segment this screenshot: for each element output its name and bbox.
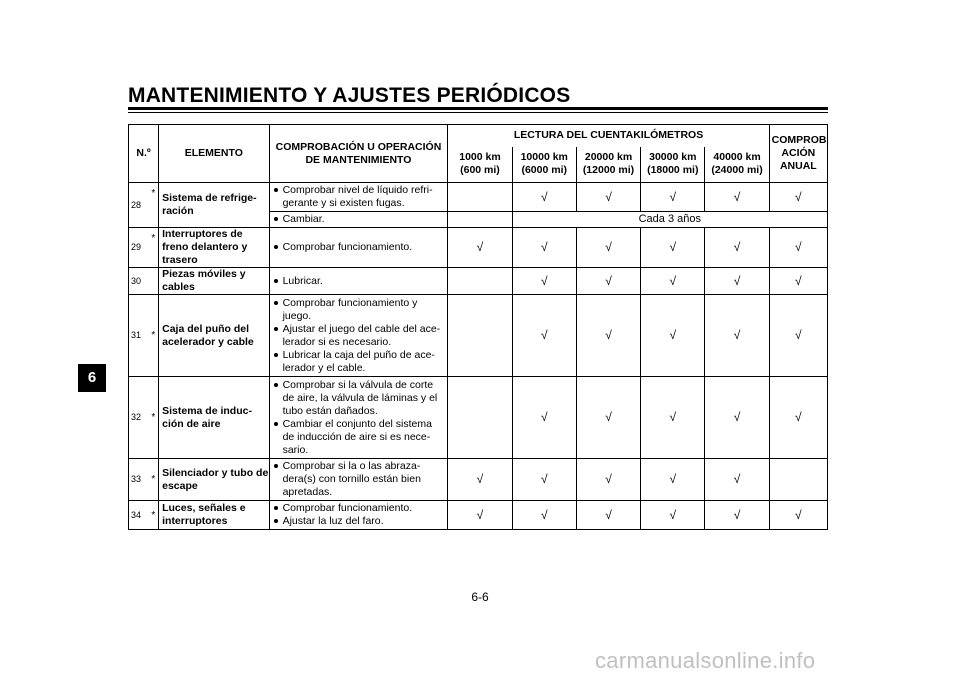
bullet-icon (274, 279, 278, 283)
operation-text: Comprobar funcionamiento. (282, 241, 413, 253)
check-cell: √ (641, 268, 705, 295)
check-cell: √ (705, 183, 769, 212)
interval-note: Cada 3 años (512, 212, 827, 228)
check-cell (448, 183, 512, 212)
check-cell: √ (641, 501, 705, 530)
operation-cell (269, 212, 448, 228)
check-cell (448, 268, 512, 295)
asterisk-mark: * (149, 228, 159, 268)
check-cell: √ (512, 183, 576, 212)
header-annual: COMPROB ACIÓN ANUAL (769, 125, 827, 183)
check-cell: √ (576, 459, 640, 501)
element-name: Silenciador y tubo de escape (159, 459, 269, 501)
header-interval-5: 40000 km (24000 mi) (705, 147, 769, 183)
operation-text: Lubricar. (282, 274, 323, 287)
check-cell: √ (641, 228, 705, 268)
element-name: Luces, señales e interruptores (159, 501, 269, 530)
asterisk-mark: * (149, 183, 159, 228)
row-number: 28 (129, 183, 149, 228)
operation-cell (269, 228, 448, 268)
operation-text: Comprobar nivel de líquido refri-gerante y si existen fugas. (282, 184, 433, 209)
operation-text: Cambiar. (282, 213, 325, 225)
header-interval-3: 20000 km (12000 mi) (576, 147, 640, 183)
check-cell: √ (769, 228, 827, 268)
check-cell: √ (448, 459, 512, 501)
watermark: carmanualsonline.info (595, 648, 816, 673)
check-cell: √ (769, 377, 827, 459)
check-cell: √ (576, 295, 640, 377)
bullet-icon (274, 506, 278, 510)
check-cell: √ (512, 295, 576, 377)
asterisk-mark: * (149, 459, 159, 501)
asterisk-empty (149, 268, 159, 295)
page-title: MANTENIMIENTO Y AJUSTES PERIÓDICOS (128, 84, 571, 107)
element-name: Sistema de induc-ción de aire (159, 377, 269, 459)
check-cell: √ (576, 501, 640, 530)
operation-cell (269, 295, 448, 377)
operation-cell (269, 377, 448, 459)
bullet-icon (274, 301, 278, 305)
check-cell: √ (705, 228, 769, 268)
bullet-icon (274, 245, 278, 249)
check-cell: √ (705, 268, 769, 295)
asterisk-mark: * (149, 377, 159, 459)
asterisk-mark: * (149, 501, 159, 530)
check-cell (769, 459, 827, 501)
row-number: 32 (129, 377, 149, 459)
bullet-icon (274, 383, 278, 387)
bullet-icon (274, 353, 278, 357)
operation-text: Ajustar el juego del cable del ace-lerador si es necesario. (282, 322, 441, 348)
check-cell: √ (512, 459, 576, 501)
bullet-icon (274, 217, 278, 221)
check-cell: √ (769, 183, 827, 212)
check-cell: √ (448, 228, 512, 268)
element-name: Sistema de refrige-ración (159, 183, 269, 228)
check-cell: √ (512, 501, 576, 530)
check-cell: √ (769, 268, 827, 295)
row-number: 30 (129, 268, 149, 295)
row-number: 33 (129, 459, 149, 501)
header-interval-1: 1000 km (600 mi) (448, 147, 512, 183)
operation-text: Comprobar funcionamiento y juego. (282, 296, 418, 322)
table-row (129, 377, 828, 459)
operation-cell (269, 459, 448, 501)
table-row (129, 228, 828, 268)
bullet-icon (274, 188, 278, 192)
check-cell: √ (512, 377, 576, 459)
check-cell: √ (641, 459, 705, 501)
operation-text: Comprobar si la o las abraza-dera(s) con tornillo están bien apretadas. (282, 460, 421, 498)
check-cell: √ (576, 377, 640, 459)
table-row (129, 295, 828, 377)
row-number: 34 (129, 501, 149, 530)
maintenance-table (128, 124, 828, 530)
check-cell: √ (705, 501, 769, 530)
section-tab: 6 (78, 364, 106, 392)
bullet-icon (274, 422, 278, 426)
row-number: 29 (129, 228, 149, 268)
element-name: Caja del puño del acelerador y cable (159, 295, 269, 377)
check-cell: √ (705, 295, 769, 377)
check-cell: √ (512, 228, 576, 268)
check-cell: √ (512, 268, 576, 295)
title-rule-thin (128, 112, 828, 113)
check-cell: √ (641, 295, 705, 377)
header-element: ELEMENTO (159, 125, 269, 183)
table-row (129, 183, 828, 212)
bullet-icon (274, 327, 278, 331)
row-number: 31 (129, 295, 149, 377)
operation-cell (269, 183, 448, 212)
element-name: Interruptores de freno delantero y trasero (159, 228, 269, 268)
header-interval-4: 30000 km (18000 mi) (641, 147, 705, 183)
operation-text: Ajustar la luz del faro. (282, 515, 384, 527)
asterisk-mark: * (149, 295, 159, 377)
bullet-icon (274, 519, 278, 523)
title-rule-thick (128, 107, 828, 110)
header-interval-2: 10000 km (6000 mi) (512, 147, 576, 183)
operation-cell (269, 268, 448, 295)
table-row (129, 268, 828, 295)
page-number: 6-6 (471, 590, 489, 604)
header-check: COMPROBACIÓN U OPERACIÓN DE MANTENIMIENTO (269, 125, 448, 183)
check-cell: √ (705, 459, 769, 501)
check-cell: √ (576, 228, 640, 268)
check-cell: √ (769, 295, 827, 377)
check-cell (448, 212, 512, 228)
check-cell: √ (705, 377, 769, 459)
check-cell: √ (769, 501, 827, 530)
table-row (129, 459, 828, 501)
check-cell (448, 377, 512, 459)
element-name: Piezas móviles y cables (159, 268, 269, 295)
header-odometer: LECTURA DEL CUENTAKILÓMETROS (448, 125, 769, 147)
bullet-icon (274, 464, 278, 468)
operation-text: Cambiar el conjunto del sistema de inducción de aire si es nece-sario. (282, 417, 432, 456)
header-num: N.º (129, 125, 159, 183)
check-cell (448, 295, 512, 377)
table-row (129, 501, 828, 530)
check-cell: √ (448, 501, 512, 530)
check-cell: √ (641, 183, 705, 212)
check-cell: √ (576, 183, 640, 212)
operation-cell (269, 501, 448, 530)
check-cell: √ (641, 377, 705, 459)
operation-text: Comprobar si la válvula de corte de aire, la válvula de láminas y el tubo están dañados. (282, 378, 438, 417)
check-cell: √ (576, 268, 640, 295)
operation-text: Lubricar la caja del puño de ace-lerador y el cable. (282, 348, 435, 374)
operation-text: Comprobar funcionamiento. (282, 502, 413, 514)
